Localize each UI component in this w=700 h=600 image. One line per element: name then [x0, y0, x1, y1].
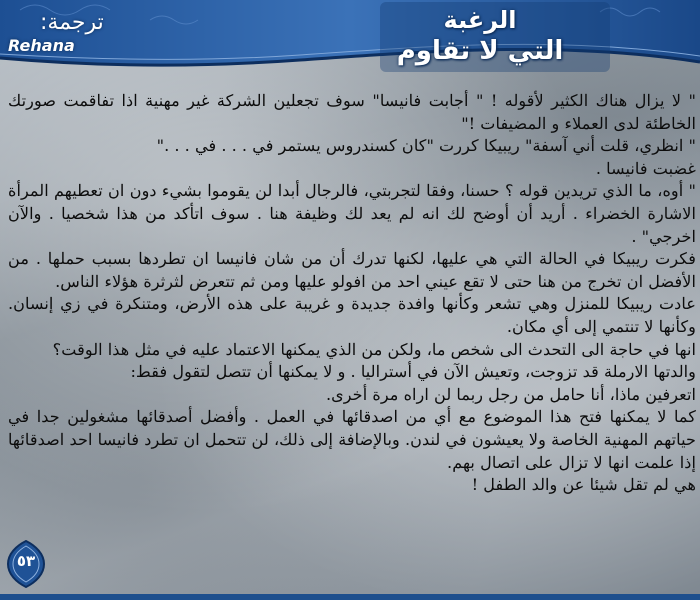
book-title-line1: الرغبة — [443, 6, 517, 34]
translator-name: Rehana — [8, 36, 75, 55]
page-number: ٥٣ — [16, 552, 36, 570]
paragraph: كما لا يمكنها فتح هذا الموضوع مع أي من اصدقائها في العمل . وأفضل أصدقائها مشغولين جدا في حياتهم المهنية الخاصة ولا يعيشون في لندن. وبالإضافة إلى ذلك، لن تتحمل ان تطرد فانيسا احد اصدقائها إذا علمت انها لا تزال على اتصال بهم. — [8, 407, 696, 472]
paragraph: هي لم تقل شيئا عن والد الطفل ! — [471, 475, 696, 495]
paragraph: " انظري، قلت أني آسفة" ريبيكا كررت "كان كسندروس يستمر في . . . في . . ." — [156, 136, 696, 156]
book-title-line2: التي لا تقاوم — [396, 36, 564, 66]
header-banner — [0, 0, 700, 78]
bottom-border — [0, 594, 700, 600]
paragraph: والدتها الارملة قد تزوجت، وتعيش الآن في أستراليا . و لا يمكنها أن تتصل لتقول فقط: — [130, 362, 696, 382]
paragraph: اتعرفين ماذا، أنا حامل من رجل ربما لن اراه مرة أخرى. — [325, 384, 696, 404]
paragraph: فكرت ريبيكا في الحالة التي هي عليها، لكنها تدرك أن من شان فانيسا ان تطردها بسبب حملها . من الأفضل ان تخرج من هنا حتى لا تقع عيني احد من افولو عليها ومن ثم تتعرض لثرثرة هؤلاء الناس. — [8, 249, 696, 291]
paragraph: انها في حاجة الى التحدث الى شخص ما، ولكن من الذي يمكنها الاعتماد عليه في مثل هذا الوقت؟ — [52, 339, 696, 359]
paragraph: " لا يزال هناك الكثير لأقوله ! " أجابت فانيسا" سوف تجعلين الشركة غير مهنية اذا تفاقمت صورتك الخاطئة لدى العملاء و المضيفات !" — [8, 91, 696, 133]
body-text — [8, 90, 696, 497]
paragraph: غضبت فانيسا . — [595, 158, 696, 178]
translation-label: ترجمة: — [40, 10, 104, 35]
paragraph: " أوه، ما الذي تريدين قوله ؟ حسنا، وفقا لتجربتي، فالرجال أبدا لن يقوموا بشيء دون ان تعطيهم المرأة الاشارة الخضراء . أريد أن أوضح لك انه لم يعد لك وظيفة هنا . سوف اتأكد من هذا شخصيا . والآن اخرجي" . — [8, 181, 696, 246]
paragraph: عادت ريبيكا للمنزل وهي تشعر وكأنها وافدة جديدة و غريبة على هذه الأرض، ومتنكرة في زي إنسان. وكأنها لا تنتمي إلى أي مكان. — [8, 294, 696, 336]
